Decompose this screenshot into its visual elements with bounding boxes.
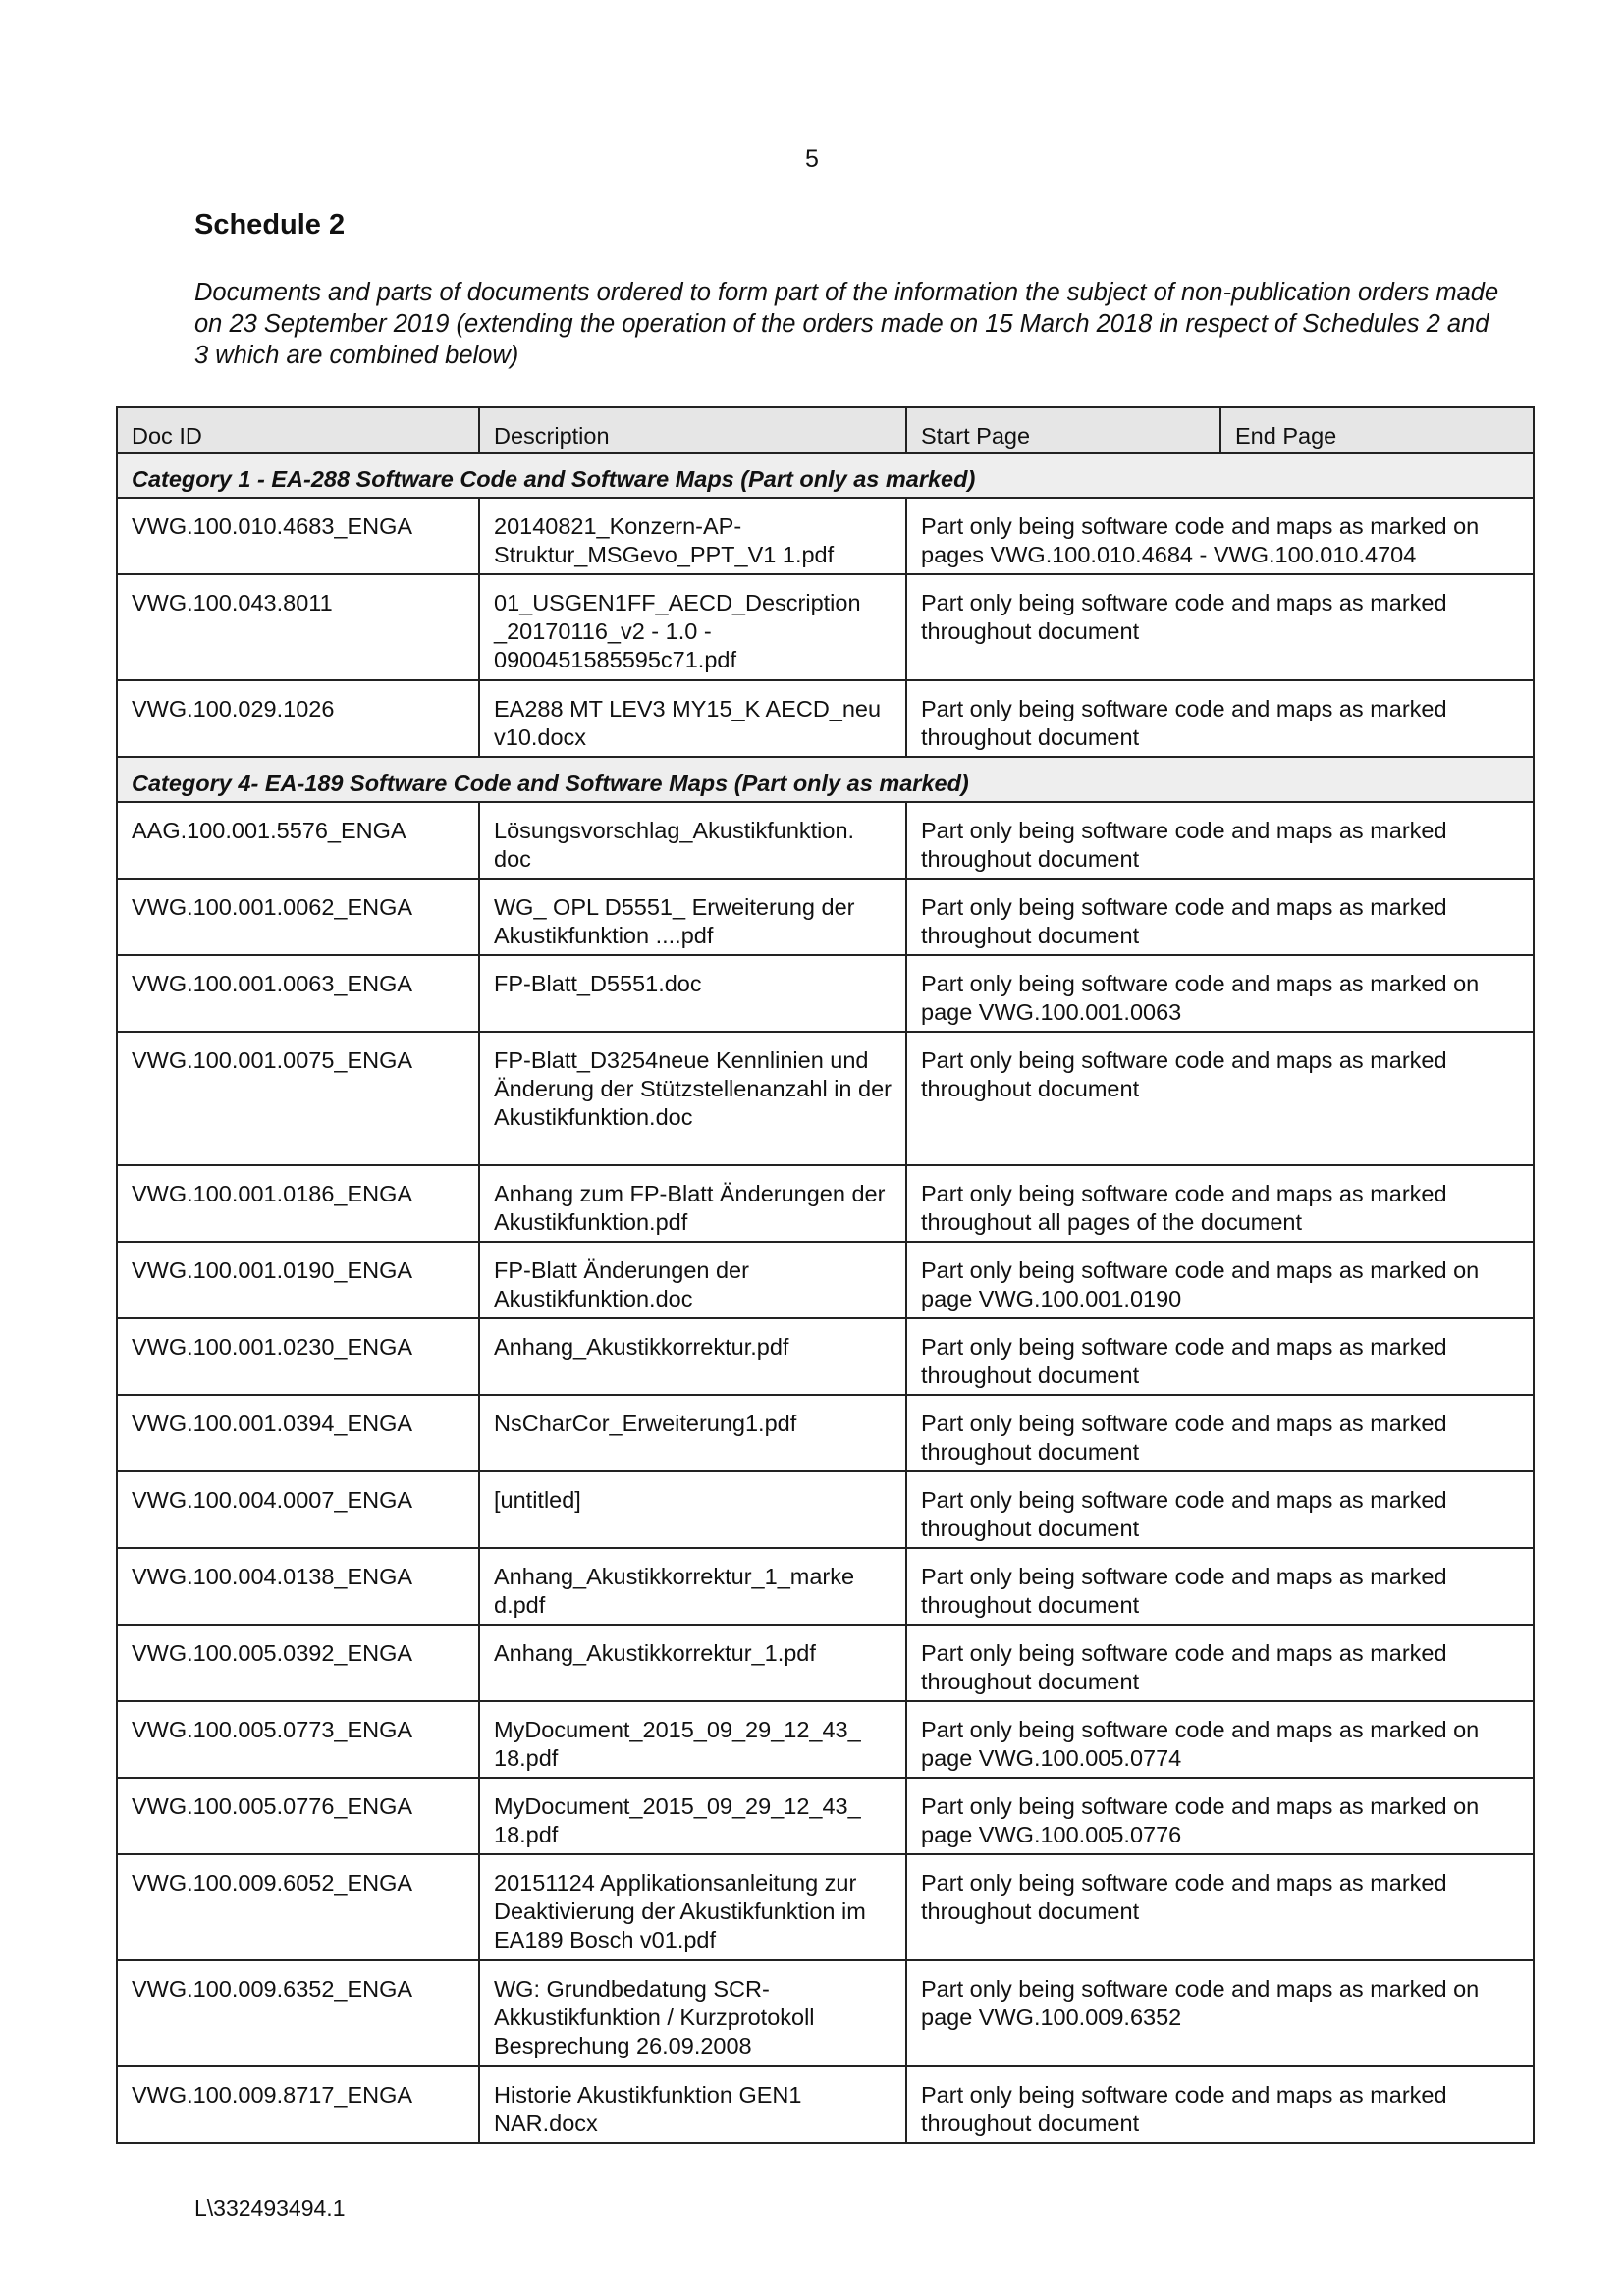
description-cell: FP-Blatt_D5551.doc [479,955,906,1032]
pages-cell: Part only being software code and maps as marked throughout document [906,802,1534,879]
doc-id-cell: VWG.100.001.0186_ENGA [117,1165,479,1242]
doc-id-cell: VWG.100.001.0394_ENGA [117,1395,479,1471]
page-number: 5 [805,145,819,173]
table-row [117,2066,1534,2143]
doc-id-cell: VWG.100.009.6052_ENGA [117,1854,479,1960]
pages-cell: Part only being software code and maps as marked throughout document [906,1032,1534,1165]
description-cell: Anhang zum FP-Blatt Änderungen der Akustikfunktion.pdf [479,1165,906,1242]
pages-cell: Part only being software code and maps as marked throughout document [906,1395,1534,1471]
pages-cell: Part only being software code and maps as marked throughout document [906,2066,1534,2143]
description-cell: 01_USGEN1FF_AECD_Description _20170116_v2 - 1.0 - 0900451585595c71.pdf [479,574,906,680]
header-doc-id: Doc ID [117,407,479,453]
pages-cell: Part only being software code and maps as marked on page VWG.100.001.0063 [906,955,1534,1032]
pages-cell: Part only being software code and maps as marked throughout document [906,1854,1534,1960]
header-start-page: Start Page [906,407,1220,453]
table-row [117,1242,1534,1318]
doc-id-cell: VWG.100.010.4683_ENGA [117,498,479,574]
pages-cell: Part only being software code and maps as marked throughout document [906,879,1534,955]
doc-id-cell: VWG.100.004.0138_ENGA [117,1548,479,1625]
pages-cell: Part only being software code and maps as marked throughout document [906,574,1534,680]
table-body [117,453,1534,2143]
pages-cell: Part only being software code and maps as marked throughout document [906,1318,1534,1395]
pages-cell: Part only being software code and maps as marked throughout document [906,1471,1534,1548]
table-row [117,1395,1534,1471]
description-cell: FP-Blatt Änderungen der Akustikfunktion.doc [479,1242,906,1318]
table-row [117,1318,1534,1395]
description-cell: FP-Blatt_D3254neue Kennlinien und Änderung der Stützstellenanzahl in der Akustikfunktion.doc [479,1032,906,1165]
table-row [117,1854,1534,1960]
doc-id-cell: VWG.100.029.1026 [117,680,479,757]
description-cell: EA288 MT LEV3 MY15_K AECD_neu v10.docx [479,680,906,757]
category-row [117,757,1534,802]
table-row [117,680,1534,757]
description-cell: Historie Akustikfunktion GEN1 NAR.docx [479,2066,906,2143]
description-cell: WG_ OPL D5551_ Erweiterung der Akustikfunktion ....pdf [479,879,906,955]
pages-cell: Part only being software code and maps as marked throughout all pages of the document [906,1165,1534,1242]
doc-id-cell: VWG.100.009.8717_ENGA [117,2066,479,2143]
intro-paragraph: Documents and parts of documents ordered to form part of the information the subject of non-publication orders made on 23 September 2019 (extending the operation of the orders made on 15 March 2018 in respect of Schedules 2 and 3 which are combined below) [194,279,1499,369]
table-row [117,574,1534,680]
pages-cell: Part only being software code and maps as marked on pages VWG.100.010.4684 - VWG.100.010.4704 [906,498,1534,574]
table-header [117,407,1534,453]
table-row [117,1032,1534,1165]
description-cell: MyDocument_2015_09_29_12_43_ 18.pdf [479,1778,906,1854]
table-row [117,1625,1534,1701]
schedule-heading: Schedule 2 [194,209,346,240]
header-end-page: End Page [1220,407,1534,453]
category-label: Category 1 - EA-288 Software Code and Software Maps (Part only as marked) [117,453,1534,498]
table-row [117,498,1534,574]
doc-id-cell: AAG.100.001.5576_ENGA [117,802,479,879]
pages-cell: Part only being software code and maps as marked on page VWG.100.005.0776 [906,1778,1534,1854]
pages-cell: Part only being software code and maps as marked on page VWG.100.005.0774 [906,1701,1534,1778]
doc-id-cell: VWG.100.005.0392_ENGA [117,1625,479,1701]
description-cell: Lösungsvorschlag_Akustikfunktion. doc [479,802,906,879]
pages-cell: Part only being software code and maps as marked throughout document [906,680,1534,757]
description-cell: Anhang_Akustikkorrektur_1_marke d.pdf [479,1548,906,1625]
doc-id-cell: VWG.100.005.0776_ENGA [117,1778,479,1854]
table-row [117,1165,1534,1242]
category-row [117,453,1534,498]
table-row [117,1471,1534,1548]
doc-id-cell: VWG.100.009.6352_ENGA [117,1960,479,2066]
doc-id-cell: VWG.100.001.0062_ENGA [117,879,479,955]
category-label: Category 4- EA-189 Software Code and Software Maps (Part only as marked) [117,757,1534,802]
pages-cell: Part only being software code and maps as marked on page VWG.100.001.0190 [906,1242,1534,1318]
description-cell: 20151124 Applikationsanleitung zur Deaktivierung der Akustikfunktion im EA189 Bosch v01.pdf [479,1854,906,1960]
doc-id-cell: VWG.100.001.0075_ENGA [117,1032,479,1165]
header-row [117,407,1534,453]
description-cell: Anhang_Akustikkorrektur_1.pdf [479,1625,906,1701]
description-cell: Anhang_Akustikkorrektur.pdf [479,1318,906,1395]
header-description: Description [479,407,906,453]
table-row [117,802,1534,879]
doc-id-cell: VWG.100.001.0190_ENGA [117,1242,479,1318]
table-row [117,1960,1534,2066]
table-row [117,1701,1534,1778]
doc-id-cell: VWG.100.004.0007_ENGA [117,1471,479,1548]
table-row [117,879,1534,955]
description-cell: WG: Grundbedatung SCR-Akkustikfunktion / Kurzprotokoll Besprechung 26.09.2008 [479,1960,906,2066]
description-cell: 20140821_Konzern-AP-Struktur_MSGevo_PPT_V1 1.pdf [479,498,906,574]
doc-id-cell: VWG.100.043.8011 [117,574,479,680]
footer-reference: L\332493494.1 [194,2195,346,2220]
doc-id-cell: VWG.100.001.0063_ENGA [117,955,479,1032]
pages-cell: Part only being software code and maps as marked on page VWG.100.009.6352 [906,1960,1534,2066]
table-row [117,955,1534,1032]
table-row [117,1548,1534,1625]
pages-cell: Part only being software code and maps as marked throughout document [906,1548,1534,1625]
table-row [117,1778,1534,1854]
description-cell: NsCharCor_Erweiterung1.pdf [479,1395,906,1471]
description-cell: MyDocument_2015_09_29_12_43_ 18.pdf [479,1701,906,1778]
description-cell: [untitled] [479,1471,906,1548]
doc-id-cell: VWG.100.005.0773_ENGA [117,1701,479,1778]
schedule-table [116,406,1535,2144]
pages-cell: Part only being software code and maps as marked throughout document [906,1625,1534,1701]
doc-id-cell: VWG.100.001.0230_ENGA [117,1318,479,1395]
